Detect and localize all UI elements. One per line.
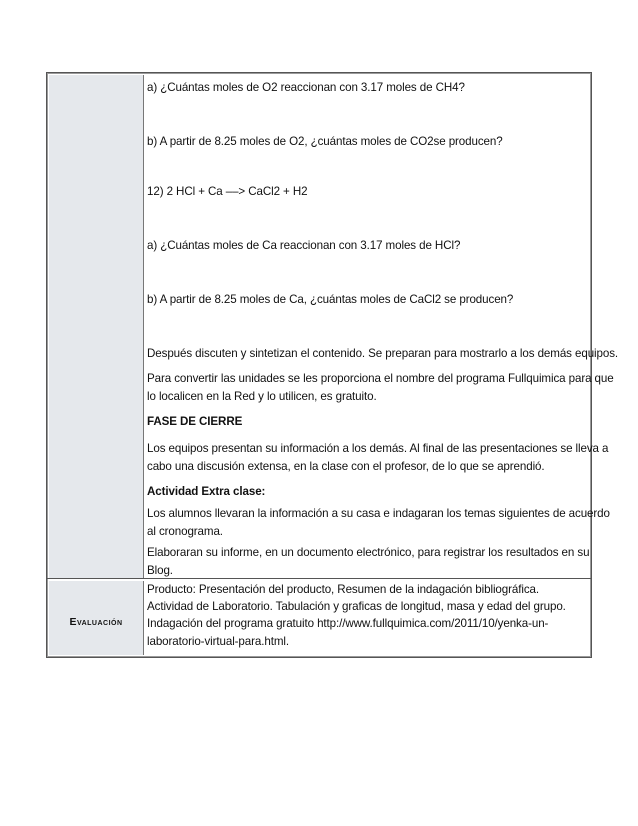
presentation-text-2: cabo una discusión extensa, en la clase con el profesor, de lo que se aprendió. [147,460,545,473]
discussion-text: Después discuten y sintetizan el contenido. Se preparan para mostrarlo a los demás equipos. [147,347,619,360]
extra-class-text-1: Los alumnos llevaran la información a su casa e indagaran los temas siguientes de acuerdo [147,507,610,520]
evaluation-line-4: laboratorio-virtual-para.html. [147,635,289,648]
extra-class-text-2: al cronograma. [147,525,223,538]
evaluation-line-3: Indagación del programa gratuito http://www.fullquimica.com/2011/10/yenka-un- [147,617,549,630]
extra-class-heading: Actividad Extra clase: [147,485,266,498]
row-divider [47,578,591,579]
evaluation-line-2: Actividad de Laboratorio. Tabulación y graficas de longitud, masa y edad del grupo. [147,600,566,613]
closing-phase-heading: FASE DE CIERRE [147,415,243,428]
presentation-text-1: Los equipos presentan su información a los demás. Al final de las presentaciones se lleva a [147,442,609,455]
equation-12: 12) 2 HCl + Ca ––> CaCl2 + H2 [147,185,308,198]
document-table [46,72,619,658]
evaluation-label-cell [49,581,144,655]
question-b-co2: b) A partir de 8.25 moles de O2, ¿cuántas moles de CO2se producen? [147,135,503,148]
report-text-1: Elaboraran su informe, en un documento electrónico, para registrar los resultados en su [147,546,590,559]
evaluation-line-1: Producto: Presentación del producto, Resumen de la indagación bibliográfica. [147,583,539,596]
left-label-cell [49,75,144,579]
question-a-ca: a) ¿Cuántas moles de Ca reaccionan con 3.17 moles de HCl? [147,239,461,252]
question-b-cacl2: b) A partir de 8.25 moles de Ca, ¿cuántas moles de CaCl2 se producen? [147,293,514,306]
question-a-o2: a) ¿Cuántas moles de O2 reaccionan con 3.17 moles de CH4? [147,81,465,94]
conversion-text-1: Para convertir las unidades se les proporciona el nombre del programa Fullquimica para que [147,372,614,385]
report-text-2: Blog. [147,564,173,577]
evaluation-label: Evaluación [69,616,123,628]
conversion-text-2: lo localicen en la Red y lo utilicen, es gratuito. [147,390,377,403]
